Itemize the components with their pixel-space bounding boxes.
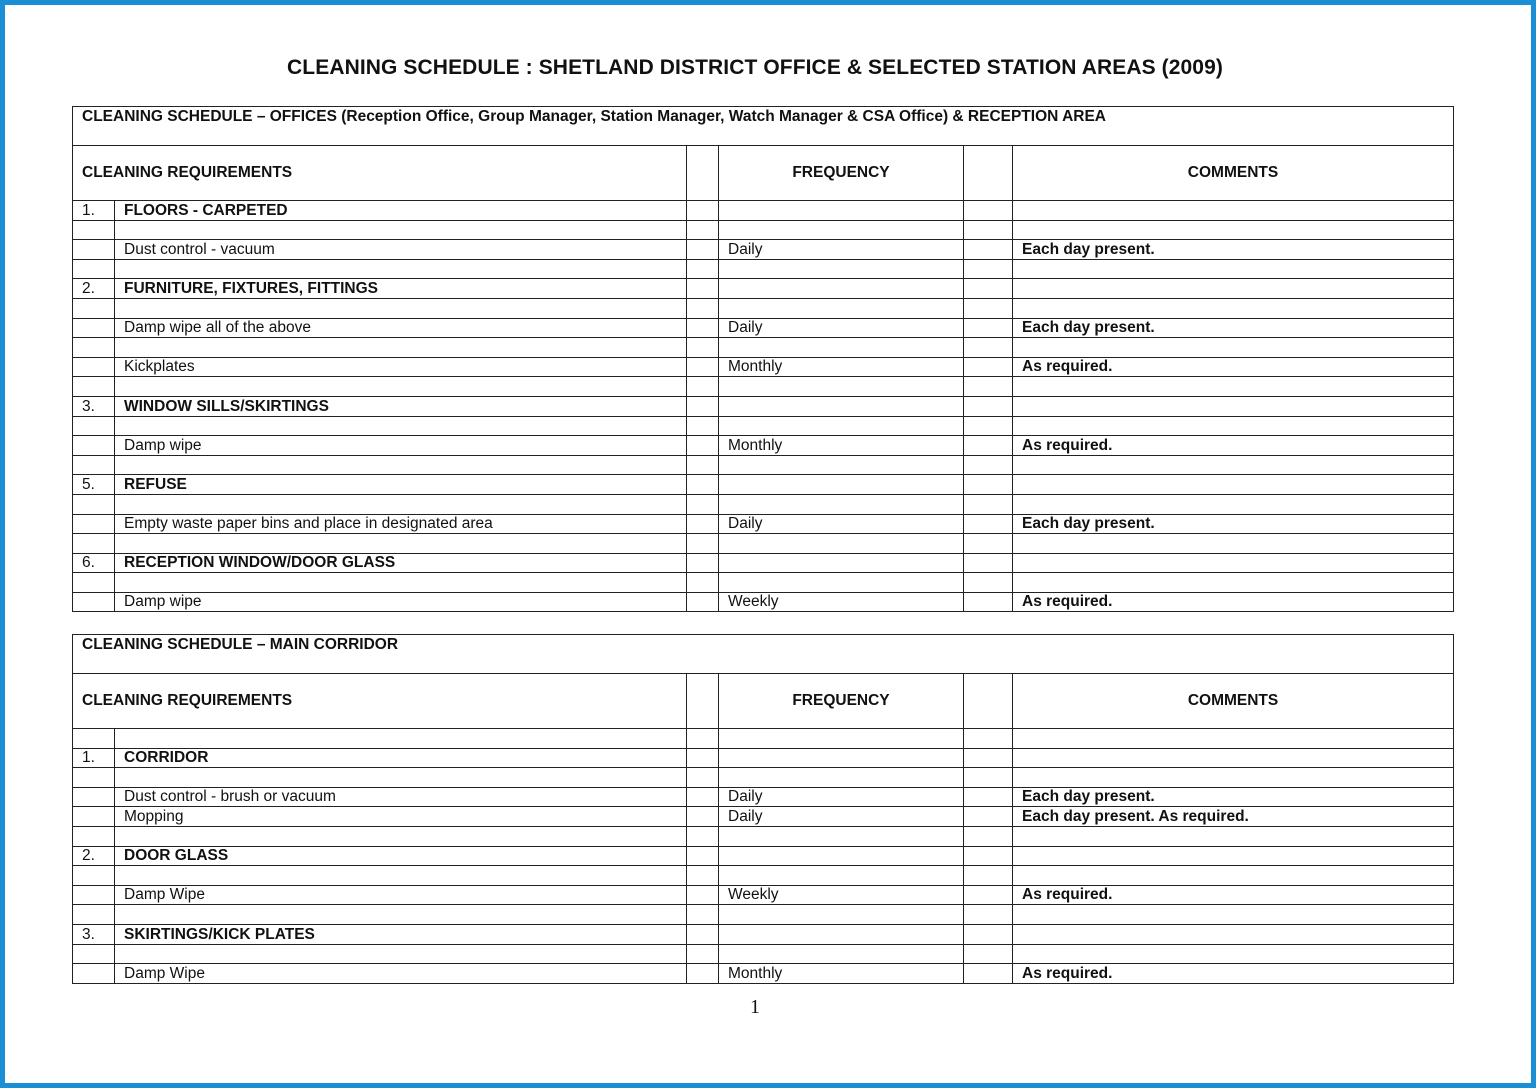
row-number-cell: 6. (73, 553, 115, 573)
row-number-cell: 2. (73, 279, 115, 299)
row-number-cell (73, 534, 115, 554)
page-number: 1 (750, 996, 760, 1018)
task-cell: Damp Wipe (115, 964, 687, 984)
spacer-cell (964, 220, 1013, 240)
row-number-cell (73, 357, 115, 377)
frequency-cell (719, 846, 964, 866)
spacer-cell (964, 201, 1013, 221)
table-row (73, 807, 1454, 827)
comment-cell (1013, 201, 1454, 221)
frequency-cell: Daily (719, 318, 964, 338)
frequency-cell (719, 494, 964, 514)
section-title-row (73, 107, 1454, 146)
spacer-cell (964, 592, 1013, 612)
frequency-cell (719, 924, 964, 944)
comment-cell: Each day present. (1013, 240, 1454, 260)
spacer-cell (687, 279, 719, 299)
spacer-cell (964, 416, 1013, 436)
table-row (73, 298, 1454, 318)
row-number-cell (73, 259, 115, 279)
task-cell (115, 768, 687, 788)
spacer-cell (964, 807, 1013, 827)
spacer-cell (687, 944, 719, 964)
frequency-cell (719, 201, 964, 221)
header-spacer-cell (964, 674, 1013, 729)
section-title: CLEANING SCHEDULE – MAIN CORRIDOR (73, 635, 1454, 674)
spacer-cell (964, 396, 1013, 416)
task-cell: Mopping (115, 807, 687, 827)
frequency-cell (719, 729, 964, 749)
spacer-cell (964, 826, 1013, 846)
spacer-cell (964, 924, 1013, 944)
task-cell: Damp Wipe (115, 885, 687, 905)
comment-cell (1013, 279, 1454, 299)
table-row (73, 396, 1454, 416)
row-number-cell (73, 220, 115, 240)
spacer-cell (964, 494, 1013, 514)
table-row (73, 553, 1454, 573)
row-number-cell (73, 905, 115, 925)
task-cell: WINDOW SILLS/SKIRTINGS (115, 396, 687, 416)
spacer-cell (964, 318, 1013, 338)
task-cell: Dust control - brush or vacuum (115, 787, 687, 807)
table-row (73, 768, 1454, 788)
row-number-cell (73, 768, 115, 788)
spacer-cell (964, 240, 1013, 260)
comment-cell: As required. (1013, 436, 1454, 456)
frequency-cell: Monthly (719, 357, 964, 377)
comment-cell (1013, 905, 1454, 925)
task-cell (115, 729, 687, 749)
frequency-cell (719, 259, 964, 279)
comment-cell (1013, 729, 1454, 749)
table-row (73, 592, 1454, 612)
row-number-cell (73, 416, 115, 436)
spacer-cell (964, 514, 1013, 534)
spacer-cell (964, 553, 1013, 573)
spacer-cell (964, 475, 1013, 495)
spacer-cell (687, 885, 719, 905)
spacer-cell (964, 846, 1013, 866)
task-cell (115, 573, 687, 593)
header-frequency: FREQUENCY (719, 674, 964, 729)
row-number-cell (73, 807, 115, 827)
spacer-cell (964, 377, 1013, 397)
row-number-cell (73, 787, 115, 807)
comment-cell (1013, 259, 1454, 279)
spacer-cell (687, 455, 719, 475)
spacer-cell (964, 534, 1013, 554)
table-row (73, 573, 1454, 593)
spacer-cell (964, 748, 1013, 768)
row-number-cell (73, 494, 115, 514)
task-cell (115, 338, 687, 358)
table-row (73, 787, 1454, 807)
frequency-cell (719, 826, 964, 846)
spacer-cell (964, 964, 1013, 984)
comment-cell (1013, 298, 1454, 318)
comment-cell: As required. (1013, 357, 1454, 377)
spacer-cell (964, 298, 1013, 318)
header-cleaning-requirements: CLEANING REQUIREMENTS (73, 146, 687, 201)
table-row (73, 201, 1454, 221)
spacer-cell (687, 396, 719, 416)
comment-cell (1013, 220, 1454, 240)
table-row (73, 924, 1454, 944)
spacer-cell (687, 924, 719, 944)
task-cell: Damp wipe (115, 592, 687, 612)
row-number-cell (73, 826, 115, 846)
frequency-cell (719, 416, 964, 436)
row-number-cell: 1. (73, 201, 115, 221)
frequency-cell (719, 534, 964, 554)
row-number-cell: 2. (73, 846, 115, 866)
spacer-cell (964, 279, 1013, 299)
row-number-cell: 1. (73, 748, 115, 768)
comment-cell: As required. (1013, 885, 1454, 905)
comment-cell (1013, 924, 1454, 944)
row-number-cell (73, 866, 115, 886)
comment-cell (1013, 573, 1454, 593)
header-frequency: FREQUENCY (719, 146, 964, 201)
spacer-cell (687, 866, 719, 886)
spacer-cell (687, 787, 719, 807)
comment-cell: As required. (1013, 964, 1454, 984)
spacer-cell (687, 259, 719, 279)
document-title: CLEANING SCHEDULE : SHETLAND DISTRICT OFFICE & SELECTED STATION AREAS (2009) (287, 56, 1223, 79)
comment-cell (1013, 944, 1454, 964)
header-row (73, 674, 1454, 729)
spacer-cell (687, 514, 719, 534)
row-number-cell (73, 298, 115, 318)
task-cell: FLOORS - CARPETED (115, 201, 687, 221)
comment-cell (1013, 416, 1454, 436)
comment-cell: As required. (1013, 592, 1454, 612)
spacer-cell (687, 553, 719, 573)
spacer-cell (687, 573, 719, 593)
comment-cell (1013, 866, 1454, 886)
frequency-cell (719, 338, 964, 358)
spacer-cell (964, 338, 1013, 358)
task-cell: SKIRTINGS/KICK PLATES (115, 924, 687, 944)
spacer-cell (687, 494, 719, 514)
table-row (73, 318, 1454, 338)
table-row (73, 944, 1454, 964)
spacer-cell (687, 416, 719, 436)
spacer-cell (687, 964, 719, 984)
row-number-cell (73, 573, 115, 593)
task-cell (115, 455, 687, 475)
spacer-cell (687, 807, 719, 827)
task-cell: RECEPTION WINDOW/DOOR GLASS (115, 553, 687, 573)
frequency-cell (719, 279, 964, 299)
offices-schedule-body (73, 107, 1454, 612)
frequency-cell: Monthly (719, 436, 964, 456)
task-cell: Damp wipe (115, 436, 687, 456)
table-row (73, 475, 1454, 495)
task-cell (115, 534, 687, 554)
comment-cell (1013, 494, 1454, 514)
table-row (73, 240, 1454, 260)
table-row (73, 416, 1454, 436)
spacer-cell (687, 240, 719, 260)
frequency-cell (719, 220, 964, 240)
task-cell: Empty waste paper bins and place in designated area (115, 514, 687, 534)
spacer-cell (964, 729, 1013, 749)
frequency-cell: Weekly (719, 592, 964, 612)
spacer-cell (964, 768, 1013, 788)
frequency-cell (719, 573, 964, 593)
spacer-cell (687, 748, 719, 768)
task-cell: CORRIDOR (115, 748, 687, 768)
table-row (73, 534, 1454, 554)
header-spacer-cell (964, 146, 1013, 201)
comment-cell (1013, 553, 1454, 573)
frequency-cell (719, 768, 964, 788)
header-cleaning-requirements: CLEANING REQUIREMENTS (73, 674, 687, 729)
task-cell (115, 220, 687, 240)
comment-cell (1013, 826, 1454, 846)
row-number-cell (73, 240, 115, 260)
header-row (73, 146, 1454, 201)
spacer-cell (964, 787, 1013, 807)
table-row (73, 357, 1454, 377)
spacer-cell (687, 436, 719, 456)
table-row (73, 846, 1454, 866)
comment-cell (1013, 534, 1454, 554)
task-cell (115, 905, 687, 925)
task-cell: FURNITURE, FIXTURES, FITTINGS (115, 279, 687, 299)
spacer-cell (687, 357, 719, 377)
table-row (73, 905, 1454, 925)
spacer-cell (964, 866, 1013, 886)
spacer-cell (687, 201, 719, 221)
spacer-cell (687, 592, 719, 612)
spacer-cell (687, 318, 719, 338)
frequency-cell (719, 298, 964, 318)
row-number-cell (73, 964, 115, 984)
spacer-cell (687, 846, 719, 866)
task-cell (115, 377, 687, 397)
table-row (73, 494, 1454, 514)
frequency-cell: Daily (719, 514, 964, 534)
spacer-cell (687, 298, 719, 318)
table-row (73, 279, 1454, 299)
header-comments: COMMENTS (1013, 674, 1454, 729)
spacer-cell (687, 377, 719, 397)
row-number-cell (73, 338, 115, 358)
spacer-cell (964, 905, 1013, 925)
section-title: CLEANING SCHEDULE – OFFICES (Reception Office, Group Manager, Station Manager, Watch Manager & CSA Office) & RECEPTION AREA (73, 107, 1454, 146)
row-number-cell (73, 729, 115, 749)
table-row (73, 964, 1454, 984)
frequency-cell (719, 944, 964, 964)
spacer-cell (964, 436, 1013, 456)
frequency-cell (719, 866, 964, 886)
table-row (73, 436, 1454, 456)
frequency-cell: Daily (719, 787, 964, 807)
task-cell (115, 298, 687, 318)
table-row (73, 866, 1454, 886)
comment-cell (1013, 748, 1454, 768)
task-cell (115, 826, 687, 846)
comment-cell (1013, 475, 1454, 495)
task-cell (115, 494, 687, 514)
spacer-cell (964, 573, 1013, 593)
spacer-cell (687, 905, 719, 925)
row-number-cell (73, 514, 115, 534)
row-number-cell: 3. (73, 924, 115, 944)
frequency-cell: Daily (719, 240, 964, 260)
corridor-schedule-table (72, 634, 1454, 984)
frequency-cell: Weekly (719, 885, 964, 905)
table-row (73, 338, 1454, 358)
frequency-cell (719, 475, 964, 495)
table-row (73, 455, 1454, 475)
spacer-cell (964, 357, 1013, 377)
comment-cell: Each day present. (1013, 318, 1454, 338)
spacer-cell (687, 220, 719, 240)
header-spacer-cell (687, 146, 719, 201)
row-number-cell (73, 885, 115, 905)
spacer-cell (964, 259, 1013, 279)
table-row (73, 748, 1454, 768)
spacer-cell (964, 885, 1013, 905)
section-title-row (73, 635, 1454, 674)
offices-schedule-table (72, 106, 1454, 612)
comment-cell (1013, 377, 1454, 397)
table-row (73, 729, 1454, 749)
task-cell: Kickplates (115, 357, 687, 377)
comment-cell (1013, 396, 1454, 416)
spacer-cell (964, 944, 1013, 964)
table-row (73, 377, 1454, 397)
spacer-cell (687, 729, 719, 749)
table-row (73, 259, 1454, 279)
frequency-cell (719, 905, 964, 925)
frequency-cell: Monthly (719, 964, 964, 984)
comment-cell: Each day present. (1013, 514, 1454, 534)
frequency-cell (719, 455, 964, 475)
frequency-cell (719, 377, 964, 397)
task-cell: Damp wipe all of the above (115, 318, 687, 338)
row-number-cell (73, 436, 115, 456)
task-cell: REFUSE (115, 475, 687, 495)
corridor-schedule-body (73, 635, 1454, 984)
table-row (73, 220, 1454, 240)
row-number-cell (73, 944, 115, 964)
spacer-cell (687, 768, 719, 788)
comment-cell (1013, 455, 1454, 475)
frequency-cell: Daily (719, 807, 964, 827)
task-cell (115, 416, 687, 436)
spacer-cell (687, 338, 719, 358)
spacer-cell (687, 534, 719, 554)
task-cell: DOOR GLASS (115, 846, 687, 866)
frequency-cell (719, 553, 964, 573)
row-number-cell (73, 455, 115, 475)
spacer-cell (687, 826, 719, 846)
row-number-cell: 5. (73, 475, 115, 495)
row-number-cell (73, 318, 115, 338)
table-row (73, 885, 1454, 905)
task-cell (115, 866, 687, 886)
comment-cell (1013, 338, 1454, 358)
spacer-cell (687, 475, 719, 495)
comment-cell: Each day present. As required. (1013, 807, 1454, 827)
frequency-cell (719, 396, 964, 416)
task-cell: Dust control - vacuum (115, 240, 687, 260)
row-number-cell (73, 592, 115, 612)
spacer-cell (964, 455, 1013, 475)
header-comments: COMMENTS (1013, 146, 1454, 201)
row-number-cell (73, 377, 115, 397)
task-cell (115, 944, 687, 964)
table-row (73, 514, 1454, 534)
header-spacer-cell (687, 674, 719, 729)
row-number-cell: 3. (73, 396, 115, 416)
task-cell (115, 259, 687, 279)
table-row (73, 826, 1454, 846)
comment-cell (1013, 768, 1454, 788)
comment-cell: Each day present. (1013, 787, 1454, 807)
comment-cell (1013, 846, 1454, 866)
frequency-cell (719, 748, 964, 768)
